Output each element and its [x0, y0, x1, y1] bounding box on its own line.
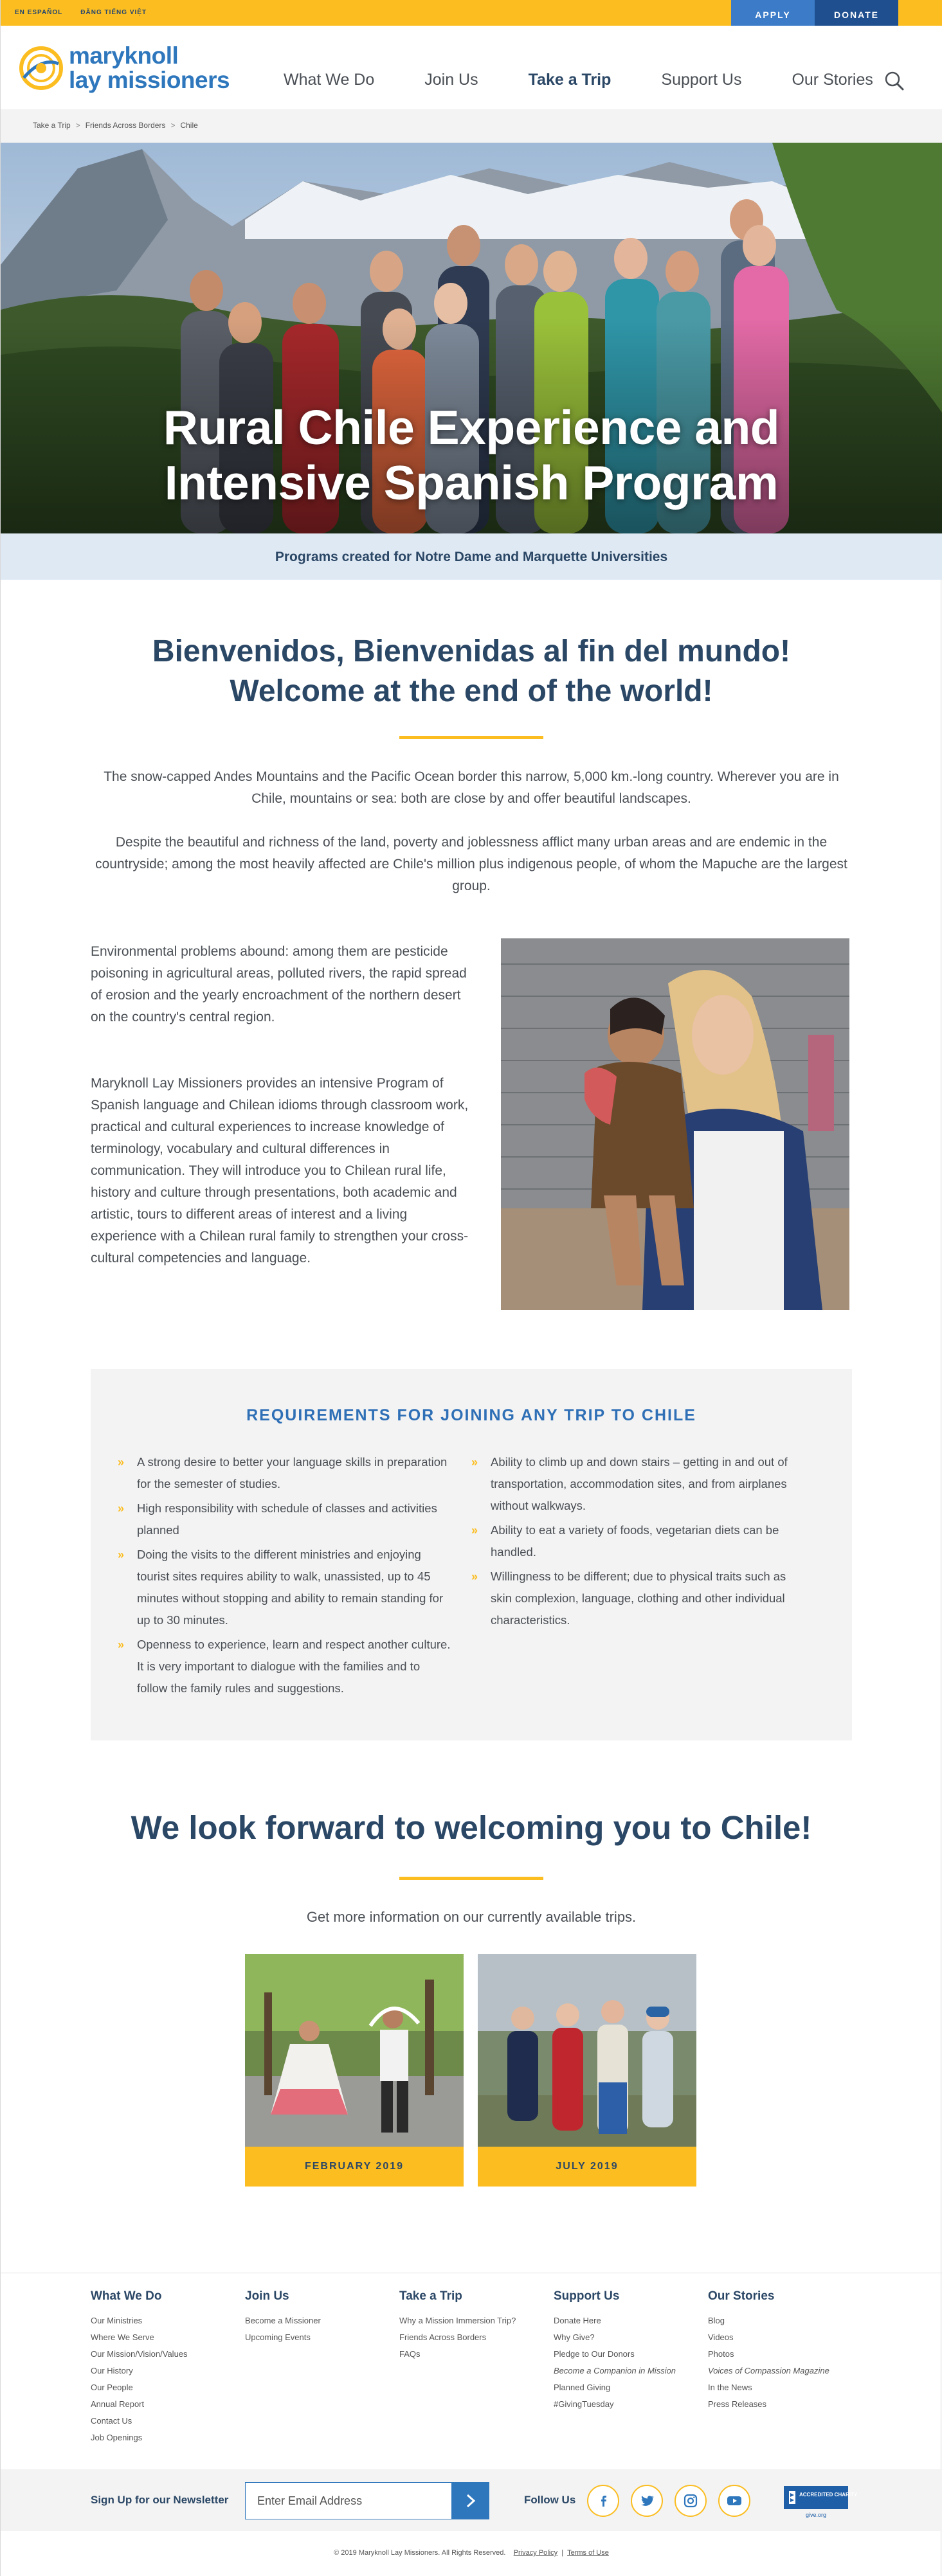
footer-link[interactable]: Annual Report: [91, 2399, 145, 2409]
copyright-text: © 2019 Maryknoll Lay Missioners. All Rights Reserved.: [334, 2549, 506, 2557]
breadcrumb-bar: [1, 109, 942, 143]
gold-divider: [399, 736, 543, 739]
main-nav: [284, 71, 923, 89]
requirements-list-left: [118, 1451, 452, 1702]
footer-link[interactable]: Donate Here: [554, 2316, 601, 2325]
chevron-right-icon: »: [471, 1524, 478, 1537]
program-subtitle-bar: [1, 533, 942, 580]
footer-link[interactable]: Where We Serve: [91, 2332, 154, 2342]
hero-banner: [1, 143, 942, 533]
requirement-text: Willingness to be different; due to physical traits such as skin complexion, language, clothing and other individual characteristics.: [491, 1570, 786, 1627]
requirement-text: Ability to climb up and down stairs – getting in and out of transportation, accommodation sites, and from airplanes without walkways.: [491, 1455, 788, 1512]
list-item: [471, 1519, 806, 1563]
footer-column-title[interactable]: Support Us: [554, 2289, 620, 2303]
footer-column-title[interactable]: Take a Trip: [399, 2289, 462, 2303]
footer-link[interactable]: Our Mission/Vision/Values: [91, 2349, 188, 2359]
breadcrumb-separator: >: [75, 121, 80, 130]
breadcrumb-item[interactable]: Take a Trip: [33, 121, 71, 130]
list-item: [118, 1498, 452, 1541]
requirements-box: [91, 1369, 852, 1740]
nav-join-us[interactable]: Join Us: [424, 71, 478, 89]
intro-paragraph: Despite the beautiful and richness of the land, poverty and joblessness afflict many urban areas and are endemic in the countryside; among the most heavily affected are Chile's million plus indigenous people, of whom the Mapuche are the largest group.: [95, 835, 847, 893]
chevron-right-icon: [465, 2493, 476, 2509]
language-links: [15, 9, 147, 16]
footer-link[interactable]: Our People: [91, 2383, 133, 2392]
intro-title-line-1: Bienvenidos, Bienvenidas al fin del mundo!: [152, 634, 791, 668]
bbb-subtext: give.org: [805, 2512, 827, 2518]
chevron-right-icon: »: [471, 1570, 478, 1583]
hero-title: [1, 400, 942, 510]
newsletter-label: Sign Up for our Newsletter: [91, 2494, 229, 2506]
welcome-title: We look forward to welcoming you to Chile!: [131, 1809, 812, 1846]
nav-take-a-trip[interactable]: Take a Trip: [528, 71, 611, 89]
footer-link[interactable]: Press Releases: [708, 2399, 767, 2409]
site-logo[interactable]: [17, 44, 230, 93]
trip-photo-group: [478, 1954, 696, 2147]
footer-column-take-a-trip: [399, 2289, 541, 2363]
intro-paragraph: The snow-capped Andes Mountains and the Pacific Ocean border this narrow, 5,000 km.-long country. Wherever you are in Chile, mountains or sea: both are close by and offer beautiful landscapes.: [104, 769, 839, 806]
copyright-separator: [508, 2549, 512, 2557]
requirements-title: REQUIREMENTS FOR JOINING ANY TRIP TO CHILE: [246, 1406, 696, 1424]
footer-link[interactable]: In the News: [708, 2383, 752, 2392]
logo-line-2: lay missioners: [69, 67, 230, 93]
language-link-spanish[interactable]: EN ESPAÑOL: [15, 9, 63, 16]
intro-title: [1, 632, 942, 711]
footer-link[interactable]: Our History: [91, 2366, 133, 2375]
footer-link[interactable]: Why Give?: [554, 2332, 595, 2342]
site-header: [1, 26, 942, 109]
intro-title-line-2: Welcome at the end of the world!: [230, 674, 713, 708]
list-item: [118, 1544, 452, 1631]
requirements-list-right: [471, 1451, 806, 1634]
welcome-subtitle: Get more information on our currently available trips.: [306, 1909, 637, 1925]
trip-label[interactable]: FEBRUARY 2019: [245, 2147, 464, 2187]
footer-link[interactable]: Friends Across Borders: [399, 2332, 487, 2342]
follow-us-label: Follow Us: [524, 2494, 576, 2506]
donate-button[interactable]: DONATE: [815, 0, 898, 30]
footer-link[interactable]: Upcoming Events: [245, 2332, 311, 2342]
footer-link[interactable]: Voices of Compassion Magazine: [708, 2366, 829, 2375]
list-item: [471, 1451, 806, 1517]
copyright-separator: |: [559, 2549, 566, 2557]
footer-column-what-we-do: [91, 2289, 232, 2446]
footer-link[interactable]: Contact Us: [91, 2416, 132, 2426]
logo-line-1: maryknoll: [69, 42, 179, 69]
footer-link[interactable]: Planned Giving: [554, 2383, 611, 2392]
requirement-text: A strong desire to better your language skills in preparation for the semester of studies.: [137, 1455, 448, 1490]
footer-link[interactable]: Pledge to Our Donors: [554, 2349, 635, 2359]
newsletter-submit-button[interactable]: [452, 2482, 489, 2519]
hero-title-line-2: Intensive Spanish Program: [164, 456, 779, 510]
chevron-right-icon: »: [118, 1502, 125, 1515]
newsletter-email-input[interactable]: [245, 2482, 452, 2519]
logo-wordmark: [69, 44, 230, 93]
footer-link[interactable]: Blog: [708, 2316, 725, 2325]
program-subtitle: Programs created for Notre Dame and Marquette Universities: [275, 550, 668, 564]
chevron-right-icon: »: [118, 1548, 125, 1561]
footer-link[interactable]: Become a Missioner: [245, 2316, 321, 2325]
footer-link[interactable]: Our Ministries: [91, 2316, 143, 2325]
terms-of-use-link[interactable]: Terms of Use: [567, 2549, 609, 2557]
nav-what-we-do[interactable]: What We Do: [284, 71, 375, 89]
footer-column-support-us: [554, 2289, 695, 2413]
breadcrumb-item: Chile: [180, 121, 198, 130]
gold-divider: [399, 1877, 543, 1880]
footer-column-join-us: [245, 2289, 386, 2346]
trip-card-july[interactable]: [478, 1954, 696, 2187]
footer-link[interactable]: #GivingTuesday: [554, 2399, 614, 2409]
body-paragraph: Maryknoll Lay Missioners provides an intensive Program of Spanish language and Chilean idioms through classroom work, practical and cultural experiences to increase knowledge of terminology, vocabulary and cultural differences in communication. They will introduce you to Chilean rural life, history and culture through presentations, both academic and artistic, tours to different areas of interest and a living experience with a Chilean rural family to strengthen your cross-cultural competencies and language.: [91, 1076, 469, 1266]
footer-link[interactable]: Photos: [708, 2349, 734, 2359]
chevron-right-icon: »: [118, 1638, 125, 1651]
footer-link[interactable]: Why a Mission Immersion Trip?: [399, 2316, 516, 2325]
language-link-vietnamese[interactable]: ĐĂNG TIẾNG VIỆT: [80, 9, 147, 16]
list-item: [471, 1566, 806, 1631]
footer-link[interactable]: FAQs: [399, 2349, 421, 2359]
newsletter-bar: [1, 2469, 942, 2531]
body-paragraph: Environmental problems abound: among them are pesticide poisoning in agricultural areas, polluted rivers, the rapid spread of erosion and the yearly encroachment of the northern desert on the country's central region.: [91, 944, 467, 1024]
nav-support-us[interactable]: Support Us: [661, 71, 742, 89]
breadcrumb: [33, 121, 198, 130]
bbb-text: ACCREDITED CHARITY: [799, 2492, 858, 2498]
footer-column-title[interactable]: Join Us: [245, 2289, 289, 2303]
requirement-text: Ability to eat a variety of foods, vegetarian diets can be handled.: [491, 1523, 779, 1559]
copyright: [1, 2549, 942, 2557]
footer-link[interactable]: Videos: [708, 2332, 734, 2342]
requirement-text: Openness to experience, learn and respect another culture. It is very important to dialogue with the families and to follow the family rules and suggestions.: [137, 1638, 451, 1695]
bbb-accredited-charity-badge[interactable]: [784, 2486, 858, 2519]
nav-our-stories[interactable]: Our Stories: [792, 71, 873, 89]
youtube-icon[interactable]: [718, 2485, 750, 2517]
footer-link[interactable]: Become a Companion in Mission: [554, 2366, 676, 2375]
chevron-right-icon: »: [471, 1456, 478, 1469]
apply-button[interactable]: APPLY: [731, 0, 815, 30]
footer-link[interactable]: Job Openings: [91, 2433, 143, 2442]
instagram-icon[interactable]: [675, 2485, 707, 2517]
list-item: [118, 1451, 452, 1495]
footer-column-title[interactable]: Our Stories: [708, 2289, 775, 2303]
footer-column-our-stories: [708, 2289, 849, 2413]
list-item: [118, 1634, 452, 1699]
search-icon[interactable]: [884, 71, 905, 91]
privacy-policy-link[interactable]: Privacy Policy: [513, 2549, 558, 2557]
logo-mark-icon: [17, 44, 65, 92]
footer-column-title[interactable]: What We Do: [91, 2289, 162, 2303]
trip-photo-dancers: [245, 1954, 464, 2147]
requirement-text: Doing the visits to the different ministries and enjoying tourist sites requires ability to walk, unassisted, up to 45 minutes without stopping and ability to remain standing for up to 30 minutes.: [137, 1548, 444, 1627]
chevron-right-icon: »: [118, 1456, 125, 1469]
photo-woman-holding-child: [501, 938, 849, 1310]
trip-card-february[interactable]: [245, 1954, 464, 2187]
hero-title-line-1: Rural Chile Experience and: [163, 400, 780, 454]
facebook-icon[interactable]: [587, 2485, 619, 2517]
breadcrumb-separator: >: [170, 121, 176, 130]
twitter-icon[interactable]: [631, 2485, 663, 2517]
trip-label[interactable]: JULY 2019: [478, 2147, 696, 2187]
breadcrumb-item[interactable]: Friends Across Borders: [85, 121, 166, 130]
requirement-text: High responsibility with schedule of classes and activities planned: [137, 1501, 437, 1537]
